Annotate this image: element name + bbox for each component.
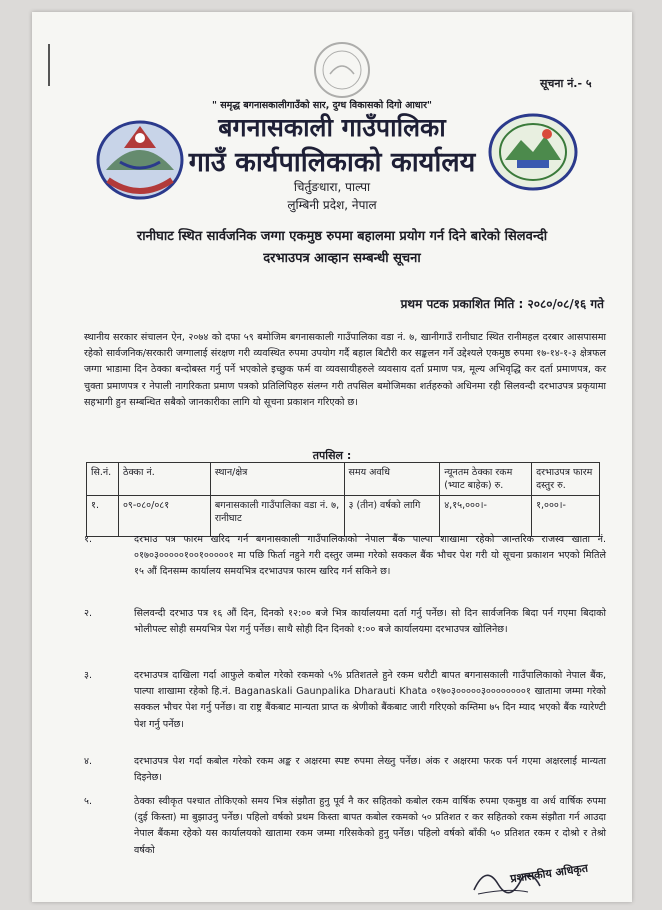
office-title: गाउँ कार्यपालिकाको कार्यालय	[188, 147, 476, 178]
address-line-1: चिर्तुङधारा, पाल्पा	[293, 180, 371, 194]
tapsil-heading: तपसिल :	[312, 449, 352, 462]
condition-number: ५.	[84, 796, 93, 807]
condition-text: दरभाउपत्र दाखिला गर्दा आफुले कबोल गरेको रकमको ५% प्रतिशतले हुने रकम धरौटी बापत बगनासकाली गाउँपालिकाको नेपाल बैंक, पाल्पा शाखामा रहेको हि.नं. Baganaskali Gaunpalika Dharauti Khata ०१७०३०००००३००००००००१ खातामा जम्मा गरेको सक्कल भौचर पेश गर्नु पर्नेछ। वा राष्ट्र बैंकबाट मान्यता प्राप्त क श्रेणीको बैंकबाट जारी गरिएको कम्तिमा ७५ दिन म्याद भएको बैंक ग्यारेण्टी पेश गर्नु पर्नेछ।	[134, 670, 606, 730]
publication-date: प्रथम पटक प्रकाशित मिति : २०८०/०८/१६ गते	[400, 297, 604, 311]
condition-text: दरभाउपत्र पेश गर्दा कबोल गरेको रकम अङ्क र अक्षरमा स्पष्ट रुपमा लेख्नु पर्नेछ। अंक र अक्षरमा फरक पर्न गएमा अक्षरलाई मान्यता दिइनेछ।	[134, 756, 606, 784]
condition-text: सिलवन्दी दरभाउ पत्र १६ औं दिन, दिनको १२:०० बजे भित्र कार्यालयमा दर्ता गर्नु पर्नेछ। सो दिन सार्वजनिक बिदा पर्न गएमा बिदाको भोलीपल्ट सोही समयभित्र पेश गर्नु पर्नेछ। साथै सोही दिन दिनको १:०० बजे कार्यालयमा दरभाउपत्र खोलिनेछ।	[134, 608, 606, 636]
table-cell: ३ (तीन) वर्षको लागि	[344, 496, 440, 537]
table-cell: १.	[87, 496, 119, 537]
condition-text: ठेक्का स्वीकृत पश्चात तोकिएको समय भित्र संझौता हुनु पूर्व नै कर सहितको कबोल रकम वार्षिक रुपमा एकमुष्ठ वा अर्ध वार्षिक रुपमा (दुई किस्ता) मा बुझाउनु पर्नेछ। पहिलो वर्षको प्रथम किस्ता बापत कबोल रकमको ५० प्रतिशत र कर सहितको रकम संझौता गर्न आउदा नेपाल बैंकमा रहेको यस कार्यालयको खातामा रकम जम्मा गरिसकेको हुनु पर्नेछ। पहिलो वर्षको बाँकी ५० प्रतिशत रकम र दोश्रो र तेश्रो वर्षको	[134, 796, 606, 856]
table-cell: १,०००।-	[532, 496, 600, 537]
table-header-cell: स्थान/क्षेत्र	[210, 463, 344, 496]
condition-number: ४.	[84, 756, 93, 767]
subject-line-1: रानीघाट स्थित सार्वजनिक जग्गा एकमुष्ठ रुपमा बहालमा प्रयोग गर्न दिने बारेको सिलवन्दी	[136, 229, 548, 244]
table-header-row	[87, 463, 600, 496]
document-page	[32, 12, 632, 902]
condition-number: २.	[84, 608, 93, 619]
notice-number: सूचना नं.- ५	[540, 77, 592, 90]
municipality-title: बगनासकाली गाउँपालिका	[218, 113, 446, 142]
table-row	[87, 496, 600, 537]
table-header-cell: दरभाउपत्र फारम दस्तुर रु.	[532, 463, 600, 496]
margin-mark	[48, 44, 50, 86]
condition-number: १.	[84, 534, 93, 545]
table-cell: ४,१५,०००।-	[440, 496, 532, 537]
address-line-2: लुम्बिनी प्रदेश, नेपाल	[287, 198, 377, 212]
table-header-cell: ठेक्का नं.	[118, 463, 210, 496]
tender-table	[86, 462, 600, 537]
table-cell: बगनासकाली गाउँपालिका वडा नं. ७, रानीघाट	[210, 496, 344, 537]
condition-number: ३.	[84, 670, 93, 681]
signatory-title: प्रशासकीय अधिकृत	[509, 861, 589, 886]
table-header-cell: समय अवधि	[344, 463, 440, 496]
motto: " समृद्ध बगनासकालीगाउँको सार, दुग्ध विकासको दिगो आधार"	[212, 100, 432, 111]
table-header-cell: न्यूनतम ठेक्का रकम (भ्याट बाहेक) रु.	[440, 463, 532, 496]
stamp-seal-icon	[312, 40, 372, 100]
condition-text: दरभाउ पत्र फारम खरिद गर्न बगनासकाली गाउँपालिकाको नेपाल बैंक पाल्पा शाखामा रहेको आन्तरिक राजस्व खाता नं. ०१७०३०००००१००१०००००१ मा पछि फिर्ता नहुने गरी दस्तुर जम्मा गरेको सक्कल बैंक भौचर पेश गरी यो सूचना प्रकाशन भएको मितिले १५ औं दिनसम्म कार्यालय समयभित्र दरभाउपत्र फारम खरिद गर्न सकिने छ।	[134, 534, 606, 578]
subject-line-2: दरभाउपत्र आव्हान सम्बन्धी सूचना	[263, 251, 421, 266]
table-cell: ०९-०८०/०८१	[118, 496, 210, 537]
table-header-cell: सि.नं.	[87, 463, 119, 496]
intro-paragraph: स्थानीय सरकार संचालन ऐन, २०७४ को दफा ५९ बमोजिम बगनासकाली गाउँपालिका वडा नं. ७, खानीगाउँ रानीघाट स्थित रानीमहल दरबार आसपासमा रहेको सार्वजनिक/सरकारी जग्गालाई संरक्षण गरी व्यवस्थित रुपमा उपयोग गर्दै बहाल बिटौरी कर सङ्कलन गर्ने उद्देश्यले एकमुष्ठ रुपमा १७-१४-१-३ क्षेत्रफल जग्गा भाडामा दिन ठेक्का बन्दोबस्त गर्नु पर्ने भएकोले इच्छुक फर्म वा व्यवसायीहरुले व्यवसाय दर्ता प्रमाण पत्र, मूल्य अभिवृद्धि कर दर्ता प्रमाणपत्र, कर चुक्ता प्रमाणपत्र र नेपाली नागरिकता प्रमाण पत्रको प्रतिलिपिहरु संलग्न गरी तपसिल बमोजिमका शर्तहरुको अधिनमा रही सिलवन्दी दरभाउपत्र प्रकृयामा सहभागी हुन सम्बन्धित सबैको जानकारीका लागि यो सूचना प्रकाशन गरिएको छ।	[84, 332, 606, 408]
